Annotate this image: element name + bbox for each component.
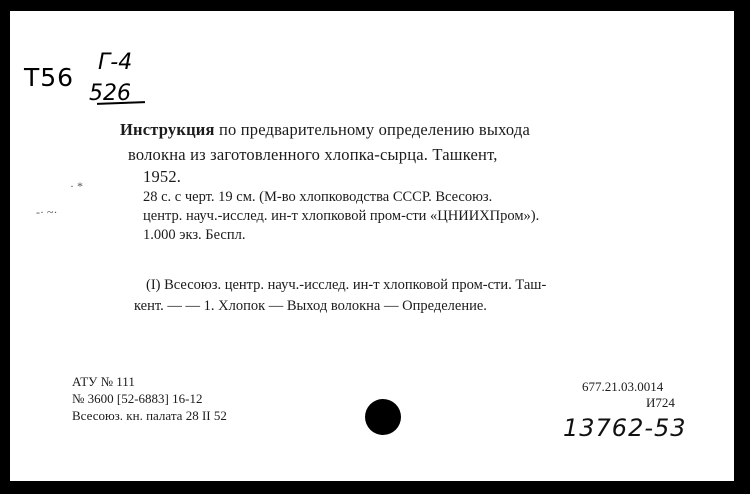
- card-punch-hole: [365, 399, 401, 435]
- title-line-1: [120, 120, 530, 140]
- registration-stamp: 13762-53: [563, 414, 687, 442]
- title-lead-word: Инструкция: [120, 120, 215, 139]
- title-line-2: волокна из заготовленного хлопка-сырца. Ташкент,: [128, 145, 498, 164]
- catalog-card: [10, 11, 734, 481]
- tracing-line-1: (I) Всесоюз. центр. науч.-исслед. ин-т хлопковой пром-сти. Таш-: [146, 277, 547, 293]
- shelfmark-code: Т56: [24, 63, 75, 92]
- title-line-1-rest: по предварительному определению выхода: [214, 120, 531, 139]
- physical-description-line-3: 1.000 экз. Беспл.: [143, 227, 246, 243]
- tracing-line-2: кент. — — 1. Хлопок — Выход волокна — Определение.: [134, 298, 487, 314]
- left-margin-smudge: · *: [70, 179, 83, 193]
- footer-atu-number: АТУ № 111: [72, 374, 135, 389]
- udc-number: 677.21.03.0014: [582, 379, 664, 394]
- footer-order-number: № 3600 [52-6883] 16-12: [72, 391, 203, 406]
- footer-chamber-date: Всесоюз. кн. палата 28 II 52: [72, 408, 227, 423]
- physical-description-line-2: центр. науч.-исслед. ин-т хлопковой пром-сти «ЦНИИХПром»).: [143, 208, 540, 224]
- left-margin-smudge-2: -· ~·: [36, 205, 58, 219]
- shelfmark-numerator: Г-4: [98, 50, 133, 75]
- title-line-3: 1952.: [143, 167, 182, 186]
- physical-description-line-1: 28 с. с черт. 19 см. (М-во хлопководства СССР. Всесоюз.: [143, 189, 493, 205]
- shelfmark-denominator: 526: [89, 81, 131, 106]
- author-mark: И724: [646, 395, 675, 410]
